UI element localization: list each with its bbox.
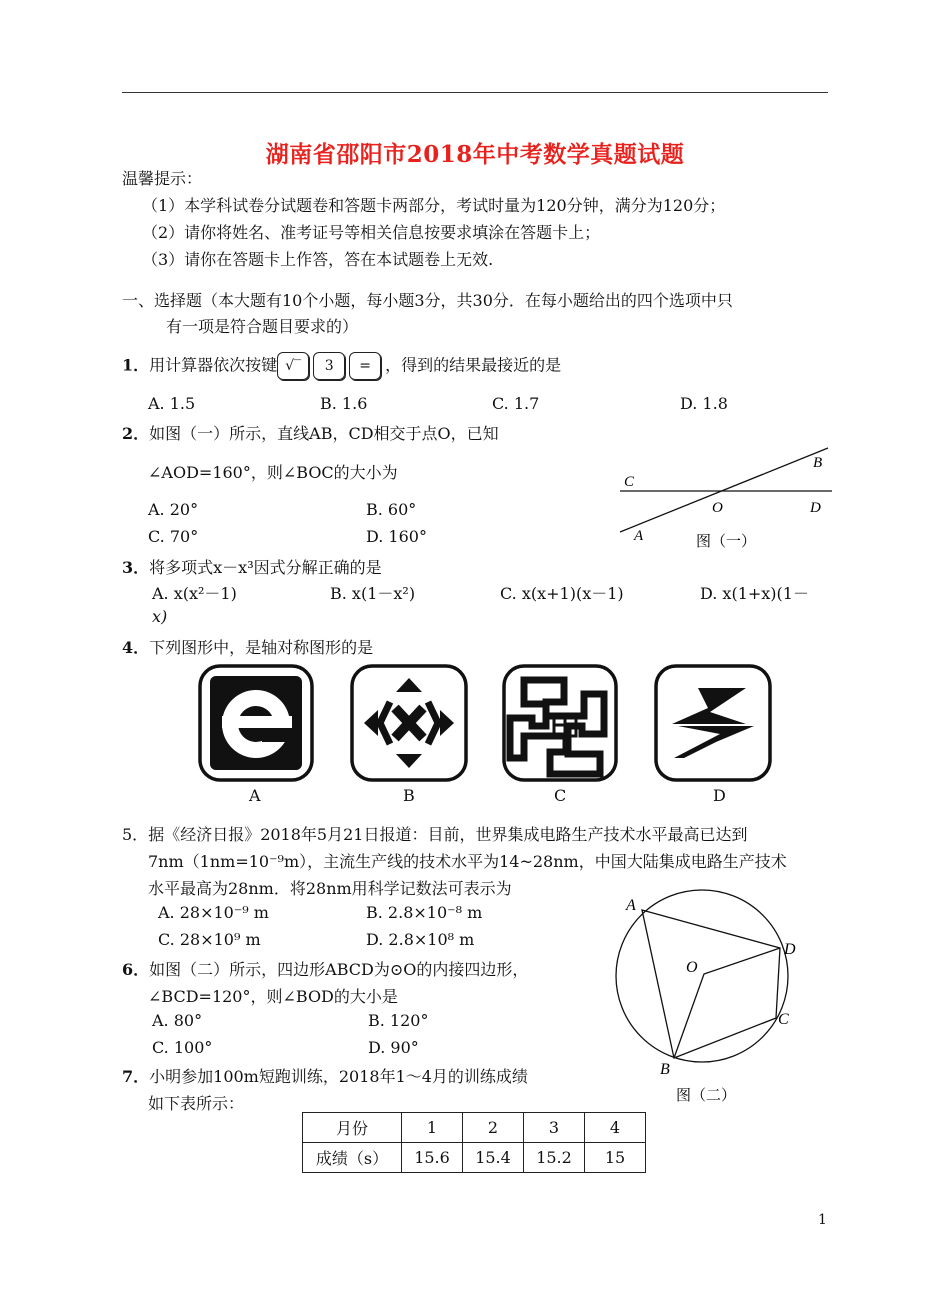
q5-line1: 据《经济日报》2018年5月21日报道：目前，世界集成电路生产技术水平最高已达到 <box>148 825 748 844</box>
q6-option-b: B. 120° <box>368 1011 429 1030</box>
symbol-d-s-icon <box>654 664 772 782</box>
q6-option-a: A. 80° <box>152 1011 203 1030</box>
question-1 <box>122 352 561 380</box>
tip-3: （3）请你在答题卡上作答，答在本试题卷上无效. <box>142 250 494 269</box>
q1-suffix: ，得到的结果最接近的是 <box>385 355 562 375</box>
symbol-label-b: B <box>403 786 415 805</box>
question-2 <box>122 421 499 444</box>
symbol-a-e-icon <box>198 664 314 782</box>
figure-1-diagram <box>600 440 850 560</box>
table-cell: 2 <box>463 1113 524 1143</box>
q7-line1: 小明参加100m短跑训练，2018年1～4月的训练成绩 <box>149 1067 528 1086</box>
question-4 <box>122 635 373 658</box>
q2-option-a: A. 20° <box>148 500 199 519</box>
table-cell: 月份 <box>303 1113 402 1143</box>
q5-line2: 7nm（1nm=10⁻⁹m），主流生产线的技术水平为14~28nm，中国大陆集成电路生产技术 <box>148 852 787 871</box>
question-number: 6． <box>122 960 150 979</box>
symbol-label-c: C <box>554 786 567 805</box>
question-number: 1． <box>122 355 150 375</box>
table-row <box>303 1113 646 1143</box>
table-cell: 成绩（s） <box>303 1143 402 1173</box>
symbol-label-d: D <box>713 786 726 805</box>
q5-option-b: B. 2.8×10⁻⁸ m <box>366 903 483 922</box>
symbol-label-a: A <box>249 786 261 805</box>
q3-option-d: D. x(1+x)(1－ <box>700 584 809 603</box>
figure-2-caption: 图（二） <box>676 1088 737 1104</box>
label-b: B <box>660 1061 670 1078</box>
q7-line2: 如下表所示： <box>148 1094 245 1113</box>
tips-heading: 温馨提示： <box>122 169 203 188</box>
q2-option-c: C. 70° <box>148 527 199 546</box>
q1-option-d: D. 1.8 <box>680 394 728 413</box>
q3-option-b: B. x(1－x²) <box>330 584 416 603</box>
label-o: O <box>712 500 723 516</box>
q2-line1: 如图（一）所示，直线AB，CD相交于点O，已知 <box>149 424 499 443</box>
question-number: 2． <box>122 424 150 443</box>
sqrt-key-icon: √‾ <box>277 352 309 380</box>
table-cell: 15 <box>585 1143 646 1173</box>
circle-o <box>616 890 788 1062</box>
q1-option-a: A. 1.5 <box>148 394 196 413</box>
label-d: D <box>784 941 796 958</box>
table-row <box>303 1143 646 1173</box>
question-5 <box>122 822 747 845</box>
tip-2: （2）请你将姓名、准考证号等相关信息按要求填涂在答题卡上； <box>142 223 601 242</box>
label-b: B <box>813 455 823 471</box>
score-table <box>302 1112 646 1173</box>
q4-stem: 下列图形中，是轴对称图形的是 <box>149 638 374 657</box>
digit-key: 3 <box>313 352 345 380</box>
tip-1: （1）本学科试卷分试题卷和答题卡两部分，考试时量为120分钟，满分为120分； <box>142 196 726 215</box>
label-d: D <box>810 500 821 516</box>
q3-option-c: C. x(x+1)(x－1) <box>500 584 624 603</box>
question-number: 4． <box>122 638 150 657</box>
question-3 <box>122 555 382 578</box>
q6-option-d: D. 90° <box>368 1038 419 1057</box>
table-cell: 4 <box>585 1113 646 1143</box>
q5-option-a: A. 28×10⁻⁹ m <box>158 903 269 922</box>
symbol-c-knot-icon <box>502 664 618 782</box>
question-number: 7． <box>122 1067 150 1086</box>
q3-option-d-wrap: x) <box>152 607 168 626</box>
section-heading: 一、选择题（本大题有10个小题，每小题3分，共30分．在每小题给出的四个选项中只 <box>122 291 733 310</box>
label-a: A <box>626 897 636 914</box>
equals-key: = <box>349 352 381 380</box>
question-number: 5． <box>122 825 149 844</box>
table-cell: 15.6 <box>402 1143 463 1173</box>
q1-prefix: 用计算器依次按键 <box>149 355 278 375</box>
q2-line2: ∠AOD=160°，则∠BOC的大小为 <box>148 463 398 482</box>
q2-option-d: D. 160° <box>366 527 427 546</box>
label-c: C <box>778 1011 789 1028</box>
q6-line1: 如图（二）所示，四边形ABCD为⊙O的内接四边形， <box>149 960 529 979</box>
q5-option-d: D. 2.8×10⁸ m <box>366 930 475 949</box>
q5-line3: 水平最高为28nm．将28nm用科学记数法可表示为 <box>148 879 512 898</box>
section-heading-2: 有一项是符合题目要求的） <box>166 317 359 336</box>
question-number: 3． <box>122 558 150 577</box>
q2-option-b: B. 60° <box>366 500 417 519</box>
symbol-b-arrows-icon <box>350 664 468 782</box>
table-cell: 15.4 <box>463 1143 524 1173</box>
q3-stem: 将多项式x－x³因式分解正确的是 <box>149 558 382 577</box>
q1-option-c: C. 1.7 <box>492 394 540 413</box>
q1-option-b: B. 1.6 <box>320 394 368 413</box>
label-a: A <box>634 528 644 544</box>
page-number: 1 <box>818 1212 827 1228</box>
q6-line2: ∠BCD=120°，则∠BOD的大小是 <box>148 987 398 1006</box>
q3-option-a: A. x(x²－1) <box>152 584 237 603</box>
header-rule <box>122 92 828 93</box>
figure-2-diagram <box>604 888 814 1110</box>
table-cell: 1 <box>402 1113 463 1143</box>
question-7 <box>122 1064 528 1087</box>
label-o: O <box>686 959 698 976</box>
q6-option-c: C. 100° <box>152 1038 213 1057</box>
table-cell: 15.2 <box>524 1143 585 1173</box>
quad-abcd <box>642 910 780 1058</box>
figure-1-caption: 图（一） <box>696 534 757 550</box>
question-6 <box>122 957 528 980</box>
line-ab <box>620 448 828 532</box>
q5-option-c: C. 28×10⁹ m <box>158 930 261 949</box>
label-c: C <box>624 474 635 490</box>
table-cell: 3 <box>524 1113 585 1143</box>
page-title: 湖南省邵阳市2018年中考数学真题试题 <box>265 141 685 168</box>
